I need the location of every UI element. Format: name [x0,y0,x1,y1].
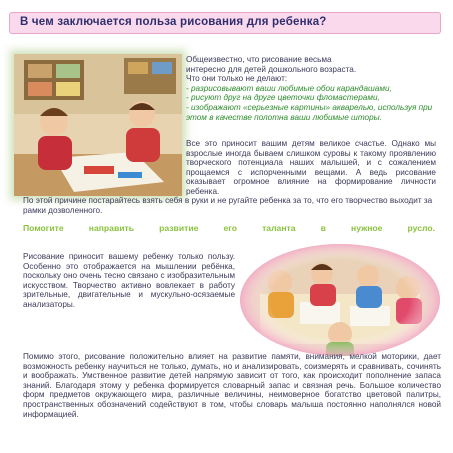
intro-block [186,55,436,122]
photo-children-drawing-image [14,54,182,196]
paragraph-development: Помимо этого, рисование положительно влияет на развитие памяти, внимания, мелкой моторики, дает возможность ребенку научиться не только, думать, но и анализировать, соизмерять и сравнивать, сочинять и воображать. Умственное развитие детей напрямую зависит от того, как происходит пополнение запаса знаний. Благодаря этому у ребенка формируется словарный запас и связная речь. Большое количество форм предметов окружающего мира, различные величины, неимоверное богатство цветовой палитры, пространственных обозначений содействуют в том, чтобы словарь малыша постоянно наполнялся новой информацией. [23,352,441,419]
list-item: - разрисовывают ваши любимые обои карандашами, [186,83,392,93]
intro-line: Что они только не делают: [186,74,288,84]
title-banner [9,12,441,34]
photo-group-painting [240,244,440,356]
paragraph-advice: По этой причине постарайтесь взять себя в руки и не ругайте ребенка за то, что его творчество выходит за рамки дозволенного. [23,196,433,215]
intro-line: Общеизвестно, что рисование весьма [186,55,332,64]
photo-children-drawing [14,54,182,196]
intro-line: интересно для детей дошкольного возраста. [186,64,357,74]
slogan-heading: Помогите направить развитие его таланта в нужное русло. [23,223,435,233]
list-item: - рисуют друг на друге цветочки фломастерами, [186,93,380,103]
list-item: - изображают «серьезные картины» акварелью, используя при этом в качестве полотна ваши любимые шторы. [186,102,433,122]
paragraph-benefit: Рисование приносит вашему ребенку только пользу. Особенно это отображается на мышлении ребёнка, поскольку оно очень тесно связано с изобразительным искусством. Творчество активно вовлекает в работу зрительные, двигательные и мускульно-осязаемые анализаторы. [23,252,235,309]
photo-group-painting-image [240,244,440,356]
paragraph-happiness: Все это приносит вашим детям великое счастье. Однако мы взрослые иногда бываем слишком суровы к такому проявлению творческого потенциала наших малышей, и с сожалением прощаемся с испорченными вещами. А ведь рисование оказывает огромное влияние на формирование личности ребенка. [186,139,436,196]
page-title: В чем заключается польза рисования для ребенка? [20,16,327,28]
